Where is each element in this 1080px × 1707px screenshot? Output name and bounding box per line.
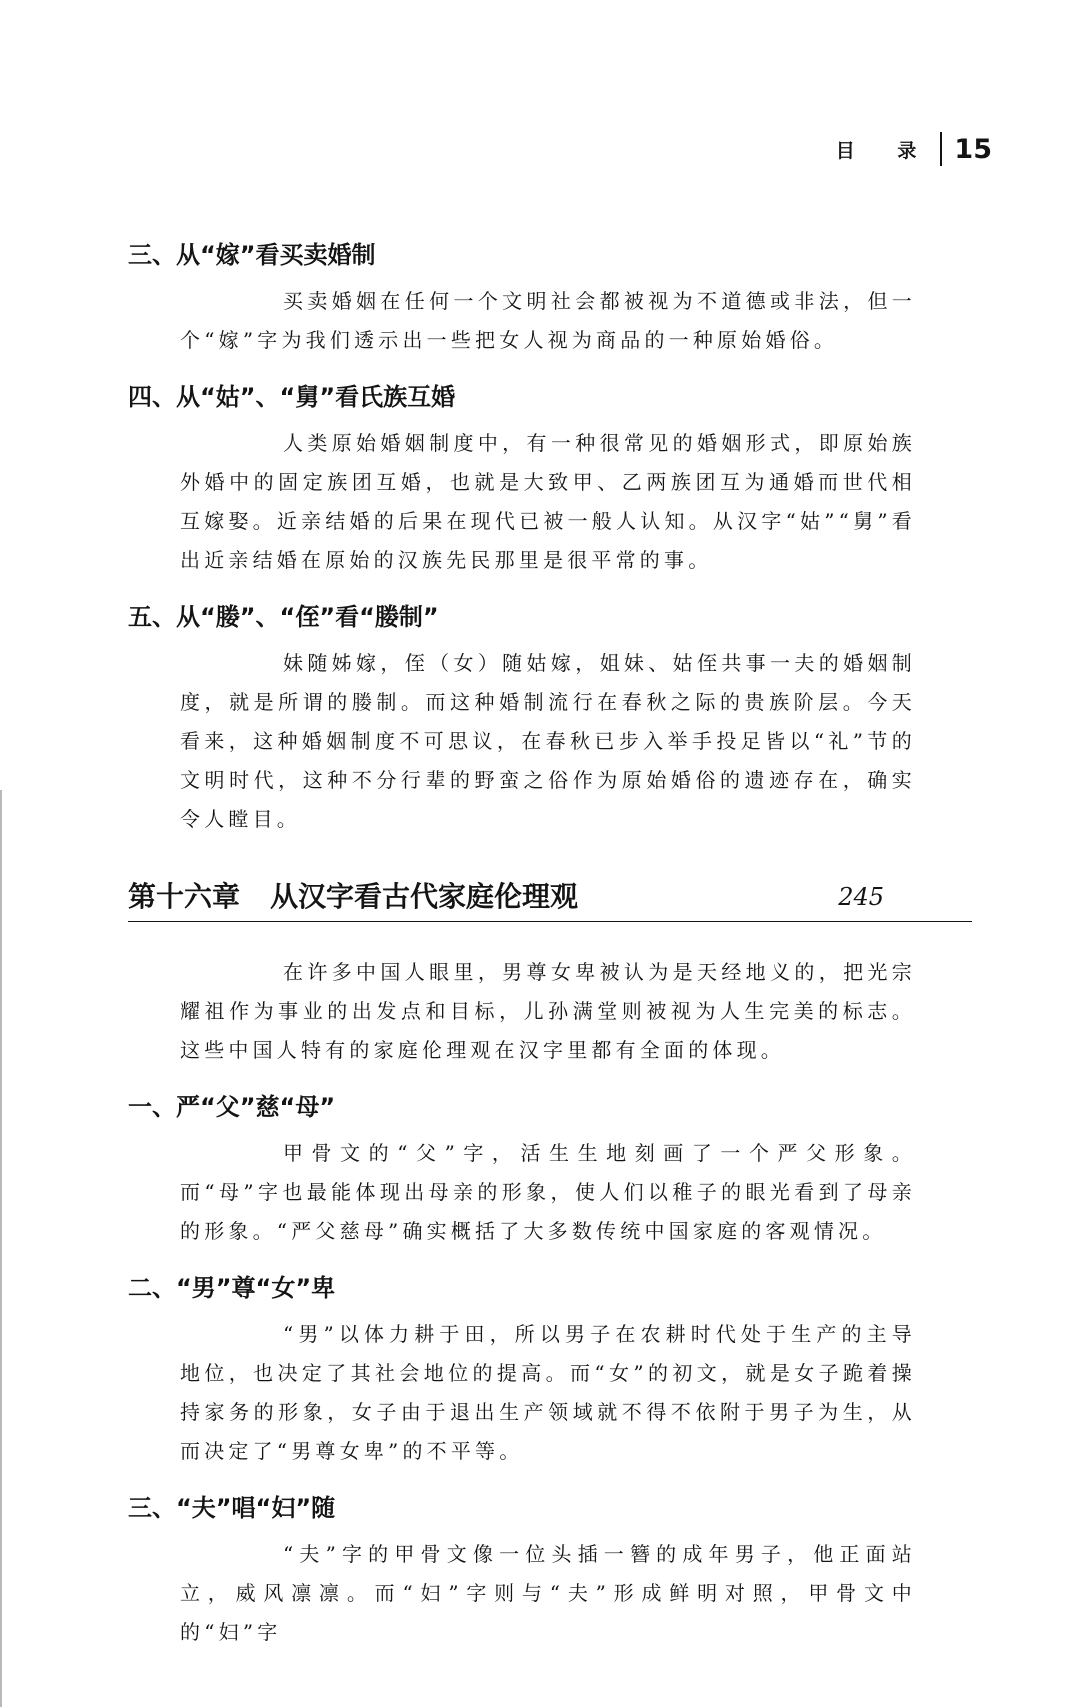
toc-content [128,238,928,1672]
page-number: 15 [954,133,992,165]
chapter-intro: 在许多中国人眼里，男尊女卑被认为是天经地义的，把光宗耀祖作为事业的出发点和目标，儿孙满堂则被视为人生完美的标志。这些中国人特有的家庭伦理观在汉字里都有全面的体现。 [180,960,916,1062]
toc-section [128,380,928,580]
section-summary: 甲骨文的“父”字，活生生地刻画了一个严父形象。而“母”字也最能体现出母亲的形象，使人们以稚子的眼光看到了母亲的形象。“严父慈母”确实概括了大多数传统中国家庭的客观情况。 [180,1141,916,1243]
running-header [836,132,992,166]
section-summary: “男”以体力耕于田，所以男子在农耕时代处于生产的主导地位，也决定了其社会地位的提高。而“女”的初文，就是女子跪着操持家务的形象，女子由于退出生产领域就不得不依附于男子为生，从而决定了“男尊女卑”的不平等。 [180,1322,916,1463]
toc-section [128,600,928,839]
section-heading: 一、严“父”慈“母” [128,1093,336,1121]
toc-section [128,1491,928,1652]
chapter-page-number: 245 [838,883,884,911]
chapter-entry [128,877,928,929]
toc-section [128,1271,928,1471]
chapter-underline [128,921,972,922]
section-heading: 四、从“姑”、“舅”看氏族互婚 [128,383,456,411]
scan-edge-line [0,790,2,1707]
section-summary: 人类原始婚姻制度中，有一种很常见的婚姻形式，即原始族外婚中的固定族团互婚，也就是大致甲、乙两族团互为通婚而世代相互嫁娶。近亲结婚的后果在现代已被一般人认知。从汉字“姑”“舅”看出近亲结婚在原始的汉族先民那里是很平常的事。 [180,431,916,572]
chapter-title: 从汉字看古代家庭伦理观 [270,880,579,913]
section-heading: 二、“男”尊“女”卑 [128,1274,336,1302]
header-label: 目 录 [835,139,935,162]
section-heading: 三、“夫”唱“妇”随 [128,1494,336,1522]
section-heading: 五、从“媵”、“侄”看“媵制” [128,603,439,631]
toc-section [128,238,928,360]
section-heading: 三、从“嫁”看买卖婚制 [128,241,376,269]
chapter-number: 第十六章 [128,880,241,913]
toc-section [128,1090,928,1251]
header-divider [940,132,942,166]
section-summary: “夫”字的甲骨文像一位头插一簪的成年男子，他正面站立，威风凛凛。而“妇”字则与“夫”形成鲜明对照，甲骨文中的“妇”字 [180,1542,916,1644]
section-summary: 买卖婚姻在任何一个文明社会都被视为不道德或非法，但一个“嫁”字为我们透示出一些把女人视为商品的一种原始婚俗。 [180,289,916,352]
chapter-heading [128,877,578,917]
section-summary: 妹随姊嫁，侄（女）随姑嫁，姐妹、姑侄共事一夫的婚姻制度，就是所谓的媵制。而这种婚制流行在春秋之际的贵族阶层。今天看来，这种婚姻制度不可思议，在春秋已步入举手投足皆以“礼”节的文明时代，这种不分行辈的野蛮之俗作为原始婚俗的遗迹存在，确实令人瞠目。 [180,651,916,831]
